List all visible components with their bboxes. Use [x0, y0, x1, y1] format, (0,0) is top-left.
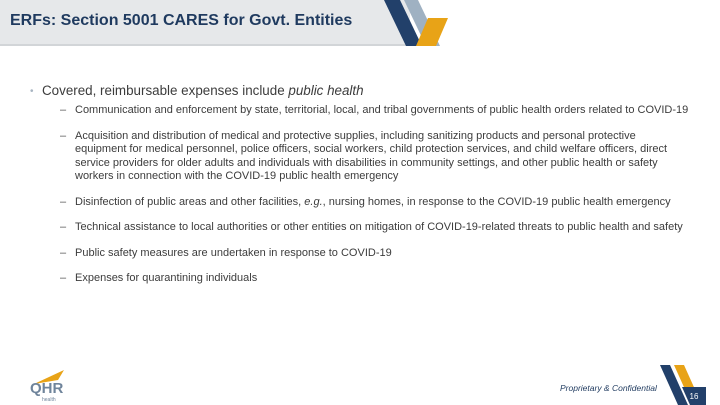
confidential-notice: Proprietary & Confidential	[560, 383, 657, 393]
bullet-dot-icon: •	[30, 86, 34, 97]
logo-subtext: health	[42, 397, 56, 402]
sub-bullet-list	[60, 104, 690, 298]
dash-icon: –	[60, 272, 67, 284]
header-stripes-graphic	[378, 0, 498, 48]
page-number: 16	[689, 392, 699, 401]
sub-bullet-item	[60, 104, 690, 118]
sub-bullet-item	[60, 221, 690, 235]
main-bullet	[30, 83, 690, 98]
sub-bullet-item	[60, 247, 690, 261]
sub-bullet-item	[60, 130, 690, 184]
sub-bullet-item	[60, 272, 690, 286]
dash-icon: –	[60, 246, 67, 259]
sub-bullet-text: , nursing homes, in response to the COVID-19 public health emergency	[322, 195, 671, 208]
title-underline	[0, 44, 410, 46]
sub-bullet-emphasis: e.g.	[304, 195, 323, 208]
logo-wordmark: QHR	[30, 380, 64, 397]
sub-bullet-item	[60, 196, 690, 210]
sub-bullet-text: Public safety measures are undertaken in response to COVID-19	[75, 246, 392, 259]
slide-title: ERFs: Section 5001 CARES for Govt. Entities	[10, 12, 353, 29]
dash-icon: –	[60, 195, 67, 208]
sub-bullet-text: Communication and enforcement by state, territorial, local, and tribal governments of public health orders related to COVID-19	[75, 104, 689, 116]
sub-bullet-text: Technical assistance to local authorities or other entities on mitigation of COVID-19-related threats to public health and safety	[75, 221, 683, 233]
dash-icon: –	[60, 104, 67, 116]
dash-icon: –	[60, 221, 67, 233]
main-bullet-emphasis: public health	[288, 83, 364, 98]
dash-icon: –	[60, 129, 67, 142]
qhr-health-logo	[28, 368, 78, 402]
sub-bullet-text: Acquisition and distribution of medical and protective supplies, including sanitizing products and personal protective equipment for medical personnel, police officers, social workers, child protection services, and child welfare officers, direct service providers for older adults and individuals with disabilities in community settings, and other public health or safety workers in connection with the COVID-19 public health emergency	[75, 129, 668, 182]
sub-bullet-text: Disinfection of public areas and other facilities,	[75, 195, 305, 208]
sub-bullet-text: Expenses for quarantining individuals	[75, 272, 258, 284]
main-bullet-text: Covered, reimbursable expenses include	[42, 83, 289, 98]
